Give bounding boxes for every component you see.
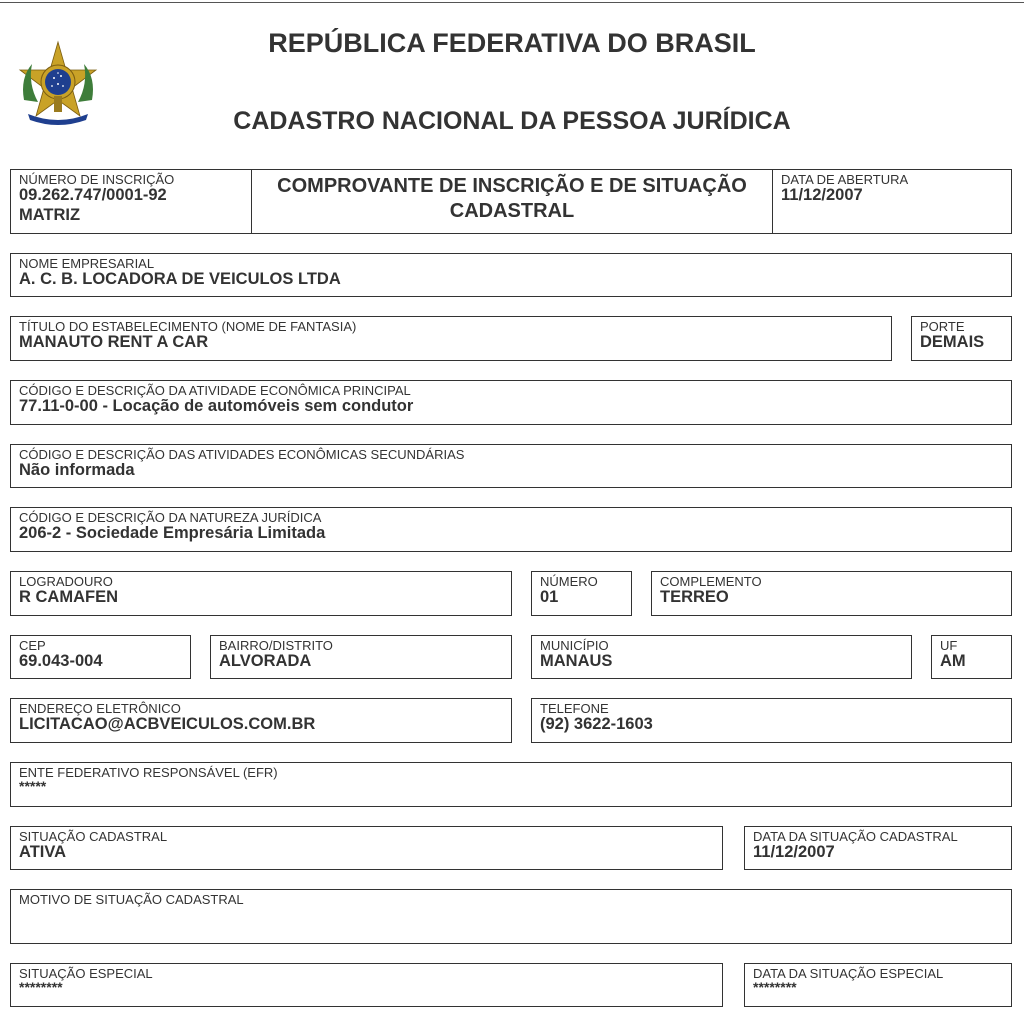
situacao-box bbox=[10, 826, 723, 870]
municipio-label: MUNICÍPIO bbox=[540, 638, 609, 653]
atividade-principal-value: 77.11-0-00 - Locação de automóveis sem condutor bbox=[19, 397, 414, 415]
bairro-value: ALVORADA bbox=[219, 652, 312, 670]
atividades-secundarias-box bbox=[10, 444, 1012, 488]
bairro-label: BAIRRO/DISTRITO bbox=[219, 638, 333, 653]
municipio-box bbox=[531, 635, 912, 679]
abertura-label: DATA DE ABERTURA bbox=[781, 172, 909, 187]
nome-empresarial-box bbox=[10, 253, 1012, 297]
numero-label: NÚMERO bbox=[540, 574, 598, 589]
comprovante-title-line2: CADASTRAL bbox=[449, 200, 575, 222]
situacao-especial-value: ******** bbox=[19, 979, 63, 995]
efr-box bbox=[10, 762, 1012, 807]
efr-label: ENTE FEDERATIVO RESPONSÁVEL (EFR) bbox=[19, 765, 278, 780]
numero-box bbox=[531, 571, 632, 616]
atividade-principal-box bbox=[10, 380, 1012, 425]
inscricao-type: MATRIZ bbox=[19, 206, 81, 224]
cep-box bbox=[10, 635, 191, 679]
porte-label: PORTE bbox=[920, 319, 965, 334]
natureza-juridica-value: 206-2 - Sociedade Empresária Limitada bbox=[19, 524, 326, 542]
motivo-label: MOTIVO DE SITUAÇÃO CADASTRAL bbox=[19, 892, 244, 907]
fantasia-box bbox=[10, 316, 892, 361]
inscricao-label: NÚMERO DE INSCRIÇÃO bbox=[19, 172, 175, 187]
data-situacao-value: 11/12/2007 bbox=[753, 843, 835, 861]
fantasia-value: MANAUTO RENT A CAR bbox=[19, 333, 209, 351]
email-value: LICITACAO@ACBVEICULOS.COM.BR bbox=[19, 715, 316, 733]
uf-label: UF bbox=[940, 638, 958, 653]
situacao-label: SITUAÇÃO CADASTRAL bbox=[19, 829, 168, 844]
abertura-value: 11/12/2007 bbox=[781, 186, 863, 204]
logradouro-box bbox=[10, 571, 512, 616]
situacao-value: ATIVA bbox=[19, 843, 67, 861]
logradouro-label: LOGRADOURO bbox=[19, 574, 113, 589]
complemento-label: COMPLEMENTO bbox=[660, 574, 762, 589]
inscricao-number: 09.262.747/0001-92 bbox=[19, 186, 167, 204]
telefone-value: (92) 3622-1603 bbox=[540, 715, 653, 733]
inscricao-box bbox=[10, 169, 252, 234]
efr-value: ***** bbox=[19, 778, 47, 794]
data-situacao-especial-value: ******** bbox=[753, 979, 797, 995]
nome-empresarial-value: A. C. B. LOCADORA DE VEICULOS LTDA bbox=[19, 270, 341, 288]
comprovante-box bbox=[251, 169, 773, 234]
atividades-secundarias-label: CÓDIGO E DESCRIÇÃO DAS ATIVIDADES ECONÔMICAS SECUNDÁRIAS bbox=[19, 447, 465, 462]
complemento-value: TERREO bbox=[660, 588, 729, 606]
telefone-box bbox=[531, 698, 1012, 743]
abertura-box bbox=[772, 169, 1012, 234]
situacao-especial-box bbox=[10, 963, 723, 1007]
atividade-principal-label: CÓDIGO E DESCRIÇÃO DA ATIVIDADE ECONÔMICA PRINCIPAL bbox=[19, 383, 411, 398]
situacao-especial-label: SITUAÇÃO ESPECIAL bbox=[19, 966, 153, 981]
uf-box bbox=[931, 635, 1012, 679]
motivo-box bbox=[10, 889, 1012, 944]
cep-label: CEP bbox=[19, 638, 46, 653]
natureza-juridica-box bbox=[10, 507, 1012, 552]
porte-box bbox=[911, 316, 1012, 361]
data-situacao-especial-label: DATA DA SITUAÇÃO ESPECIAL bbox=[753, 966, 944, 981]
bairro-box bbox=[210, 635, 512, 679]
natureza-juridica-label: CÓDIGO E DESCRIÇÃO DA NATUREZA JURÍDICA bbox=[19, 510, 322, 525]
registry-title: CADASTRO NACIONAL DA PESSOA JURÍDICA bbox=[233, 107, 791, 135]
data-situacao-label: DATA DA SITUAÇÃO CADASTRAL bbox=[753, 829, 958, 844]
email-box bbox=[10, 698, 512, 743]
nome-empresarial-label: NOME EMPRESARIAL bbox=[19, 256, 155, 271]
data-situacao-box bbox=[744, 826, 1012, 870]
municipio-value: MANAUS bbox=[540, 652, 613, 670]
numero-value: 01 bbox=[540, 588, 559, 606]
atividades-secundarias-value: Não informada bbox=[19, 461, 135, 479]
logradouro-value: R CAMAFEN bbox=[19, 588, 118, 606]
top-rule bbox=[0, 2, 1024, 3]
comprovante-title-line1: COMPROVANTE DE INSCRIÇÃO E DE SITUAÇÃO bbox=[277, 175, 747, 197]
cep-value: 69.043-004 bbox=[19, 652, 103, 670]
data-situacao-especial-box bbox=[744, 963, 1012, 1007]
uf-value: AM bbox=[940, 652, 966, 670]
email-label: ENDEREÇO ELETRÔNICO bbox=[19, 701, 181, 716]
complemento-box bbox=[651, 571, 1012, 616]
comprovante-title bbox=[252, 174, 772, 224]
telefone-label: TELEFONE bbox=[540, 701, 609, 716]
country-title: REPÚBLICA FEDERATIVA DO BRASIL bbox=[268, 28, 756, 58]
porte-value: DEMAIS bbox=[920, 333, 985, 351]
fantasia-label: TÍTULO DO ESTABELECIMENTO (NOME DE FANTASIA) bbox=[19, 319, 357, 334]
